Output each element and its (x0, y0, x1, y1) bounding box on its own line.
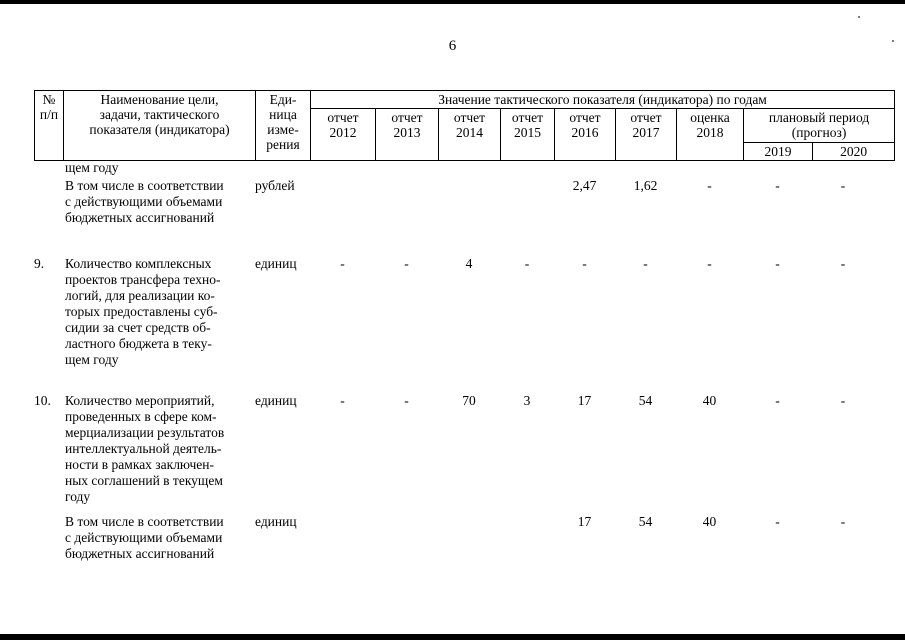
scan-speck (858, 16, 860, 18)
header-year-2020 (813, 143, 895, 161)
year-value: 2017 (632, 125, 660, 140)
header-year-2018 (677, 109, 744, 161)
value-2014: 4 (465, 256, 473, 271)
year-kind: оценка (690, 110, 730, 125)
value-2018: 40 (702, 514, 717, 529)
table-row (34, 514, 874, 574)
plan-period-label: плановый период (прогноз) (768, 110, 870, 140)
header-values (311, 91, 895, 109)
year-value: 2012 (329, 125, 357, 140)
indicator-table-header (34, 90, 895, 161)
value-2013: - (404, 393, 409, 408)
value-2016: 17 (577, 393, 592, 408)
year-value: 2016 (571, 125, 599, 140)
row-name: В том числе в соответствии с действующими объемами бюджетных ассигнований (65, 178, 224, 225)
year-value: 2015 (514, 125, 541, 140)
header-name-label: Наименование цели, задачи, тактического показателя (индикатора) (89, 92, 230, 137)
year-kind: отчет (569, 110, 601, 125)
year-value: 2013 (393, 125, 421, 140)
value-2017: 54 (638, 514, 653, 529)
header-year-2013 (376, 109, 439, 161)
header-number-label: № п/п (39, 92, 59, 122)
bottom-scan-border (0, 634, 905, 640)
value-2018: 40 (702, 393, 717, 408)
row-name: В том числе в соответствии с действующими объемами бюджетных ассигнований (65, 514, 224, 561)
year-value: 2020 (840, 144, 868, 159)
year-value: 2019 (764, 144, 792, 159)
value-2020: - (840, 178, 846, 193)
header-unit-label: Еди- ница изме- рения (266, 92, 300, 152)
value-2017: 54 (638, 393, 653, 408)
row-name: Количество мероприятий, проведенных в сфере ком- мерциализации результатов интеллектуальной деятель- ности в рамках заключен- ных соглашений в текущем году (65, 393, 225, 504)
header-year-2017 (616, 109, 677, 161)
header-year-2015 (501, 109, 555, 161)
table-row (34, 256, 874, 393)
header-unit (256, 91, 311, 161)
table-row (34, 393, 874, 514)
value-2020: - (840, 256, 846, 271)
header-year-2016 (555, 109, 616, 161)
value-2018: - (707, 178, 712, 193)
year-kind: отчет (630, 110, 662, 125)
row-unit: единиц (255, 514, 297, 529)
row-number: 9. (34, 256, 45, 271)
value-2014: 70 (462, 393, 476, 408)
row-unit: единиц (255, 393, 297, 408)
page-number: 6 (448, 38, 457, 54)
year-value: 2018 (696, 125, 724, 140)
table-row (34, 160, 874, 178)
value-2012: - (340, 256, 345, 271)
header-values-label: Значение тактического показателя (индикатора) по годам (438, 92, 767, 107)
value-2016: 17 (577, 514, 592, 529)
row-name: щем году (65, 160, 119, 175)
row-number: 10. (34, 393, 51, 408)
header-number (35, 91, 64, 161)
value-2013: - (404, 256, 409, 271)
top-scan-border (0, 0, 905, 4)
header-year-2012 (311, 109, 376, 161)
value-2016: - (582, 256, 587, 271)
header-year-2014 (439, 109, 501, 161)
value-2017: - (643, 256, 648, 271)
header-year-2019 (744, 143, 813, 161)
value-2015: 3 (523, 393, 531, 408)
value-2019: - (775, 393, 780, 408)
value-2019: - (775, 514, 780, 529)
table-row (34, 178, 874, 256)
header-plan-period (744, 109, 895, 143)
year-kind: отчет (327, 110, 359, 125)
value-2016: 2,47 (572, 178, 597, 193)
value-2017: 1,62 (633, 178, 658, 193)
value-2015: - (524, 256, 530, 271)
value-2020: - (840, 393, 846, 408)
row-unit: единиц (255, 256, 297, 271)
value-2019: - (775, 256, 780, 271)
year-kind: отчет (453, 110, 486, 125)
row-name: Количество комплексных проектов трансфера техно- логий, для реализации ко- торых предоставлены суб- сидии за счет средств об- ластного бюджета в теку- щем году (65, 256, 221, 367)
value-2019: - (775, 178, 780, 193)
value-2018: - (707, 256, 712, 271)
row-unit: рублей (255, 178, 295, 193)
value-2012: - (340, 393, 345, 408)
year-kind: отчет (511, 110, 544, 125)
header-name (64, 91, 256, 161)
table-body (34, 160, 874, 574)
year-kind: отчет (391, 110, 423, 125)
year-value: 2014 (456, 125, 483, 140)
value-2020: - (840, 514, 846, 529)
